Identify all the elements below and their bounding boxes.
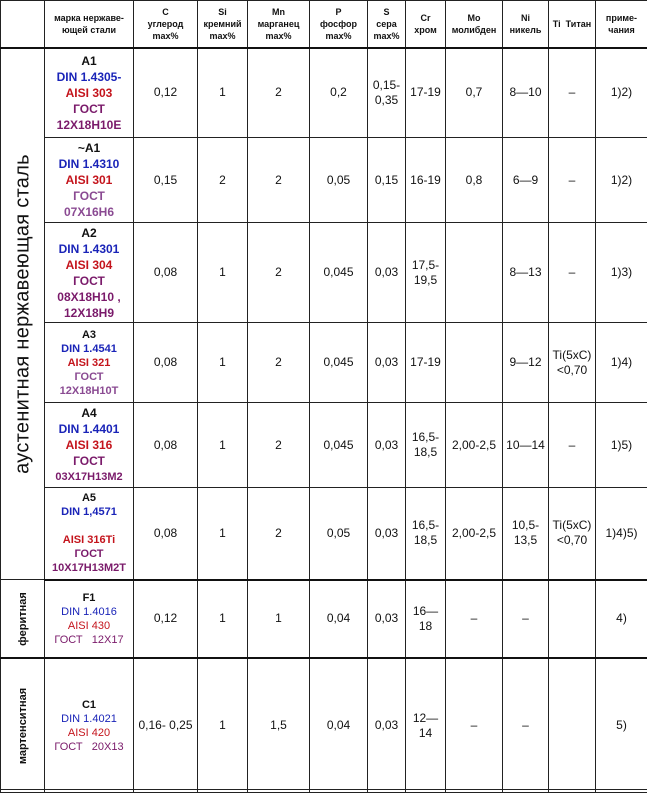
grade-aisi: AISI 316: [46, 437, 132, 453]
header-phosphorus: [310, 1, 368, 48]
titanium-value: –: [549, 223, 596, 323]
header-carbon-name: углерод: [148, 19, 184, 29]
chromium-value: 16,5- 18,5: [406, 488, 446, 580]
chromium-value: 16-19: [406, 138, 446, 223]
grade-cell: [45, 48, 134, 138]
group-austenitic: [1, 48, 45, 580]
molybdenum-value: [446, 223, 503, 323]
grade-gost-line: [46, 740, 132, 754]
manganese-value: 1,5: [248, 658, 310, 793]
molybdenum-value: [446, 323, 503, 403]
header-titanium-name: Титан: [566, 19, 592, 29]
grade-gost: 03Х17Н13М2: [46, 469, 132, 485]
titanium-value: [549, 658, 596, 793]
nickel-value: –: [503, 580, 549, 659]
header-manganese-symbol: Mn: [272, 7, 285, 17]
header-grade: [45, 1, 134, 48]
header-phosphorus-symbol: P: [335, 7, 341, 17]
carbon-value: 0,08: [134, 323, 198, 403]
grade-label: A3: [46, 328, 132, 342]
carbon-value: 0,16- 0,25: [134, 658, 198, 793]
phosphorus-value: 0,05: [310, 488, 368, 580]
phosphorus-value: 0,05: [310, 138, 368, 223]
grade-din: DIN 1.4310: [46, 156, 132, 172]
notes-value: 1)2): [596, 138, 647, 223]
chromium-value: 17-19: [406, 48, 446, 138]
header-chromium-name: хром: [414, 25, 437, 35]
grade-din: DIN 1.4021: [46, 712, 132, 726]
manganese-value: 2: [248, 488, 310, 580]
header-carbon-unit: max%: [152, 31, 178, 41]
notes-value: 5): [596, 658, 647, 793]
manganese-value: 1: [248, 580, 310, 659]
manganese-value: 2: [248, 138, 310, 223]
table-row: [1, 580, 647, 659]
phosphorus-value: 0,2: [310, 48, 368, 138]
molybdenum-value: 0,8: [446, 138, 503, 223]
grade-gost: 12Х18Н10Т: [46, 384, 132, 398]
phosphorus-value: 0,045: [310, 323, 368, 403]
header-sulfur-symbol: S: [383, 7, 389, 17]
header-molybdenum-symbol: Mo: [468, 13, 481, 23]
nickel-value: 10—14: [503, 403, 549, 488]
grade-cell: [45, 488, 134, 580]
group-martensitic-label: мартенситная: [17, 687, 29, 763]
nickel-value: 6—9: [503, 138, 549, 223]
grade-aisi: AISI 430: [46, 619, 132, 633]
grade-gost: 08Х18Н10 ,: [46, 289, 132, 305]
header-chromium: [406, 1, 446, 48]
nickel-value: 10,5- 13,5: [503, 488, 549, 580]
grade-din: DIN 1.4541: [46, 342, 132, 356]
table-row: [1, 48, 647, 138]
grade-din: DIN 1.4305-: [46, 69, 132, 85]
header-phosphorus-unit: max%: [325, 31, 351, 41]
grade-aisi: AISI 321: [46, 356, 132, 370]
header-grade-text: марка нержаве- ющей стали: [54, 13, 124, 35]
grade-aisi: AISI 304: [46, 257, 132, 273]
header-sulfur-name: сера: [376, 19, 397, 29]
molybdenum-value: 2,00-2,5: [446, 488, 503, 580]
silicon-value: 1: [198, 48, 248, 138]
notes-value: 1)3): [596, 223, 647, 323]
header-phosphorus-name: фосфор: [320, 19, 357, 29]
grade-label: A2: [46, 225, 132, 241]
phosphorus-value: 0,04: [310, 580, 368, 659]
header-silicon-unit: max%: [209, 31, 235, 41]
titanium-value: Ti(5хС) <0,70: [549, 323, 596, 403]
corner-cell: [1, 1, 45, 48]
grade-cell: [45, 323, 134, 403]
header-titanium: [549, 1, 596, 48]
group-ferritic-label: феритная: [17, 592, 29, 646]
carbon-value: 0,08: [134, 403, 198, 488]
phosphorus-value: 0,045: [310, 223, 368, 323]
silicon-value: 1: [198, 658, 248, 793]
carbon-value: 0,08: [134, 223, 198, 323]
header-silicon: [198, 1, 248, 48]
manganese-value: 2: [248, 48, 310, 138]
grade-gost: 20Х13: [92, 741, 124, 753]
titanium-value: –: [549, 403, 596, 488]
header-silicon-symbol: Si: [218, 7, 227, 17]
manganese-value: 2: [248, 403, 310, 488]
notes-value: 1)4)5): [596, 488, 647, 580]
carbon-value: 0,12: [134, 580, 198, 659]
header-silicon-name: кремний: [203, 19, 241, 29]
grade-gost-label: ГОСТ: [54, 634, 82, 646]
header-manganese: [248, 1, 310, 48]
header-sulfur-unit: max%: [373, 31, 399, 41]
header-manganese-unit: max%: [265, 31, 291, 41]
grade-aisi: AISI 420: [46, 726, 132, 740]
silicon-value: 1: [198, 580, 248, 659]
grade-label: C1: [46, 698, 132, 712]
grade-cell: [45, 658, 134, 793]
header-nickel-symbol: Ni: [521, 13, 530, 23]
header-chromium-symbol: Cr: [420, 13, 430, 23]
sulfur-value: 0,03: [368, 658, 406, 793]
grade-cell: [45, 138, 134, 223]
molybdenum-value: 0,7: [446, 48, 503, 138]
chromium-value: 16,5- 18,5: [406, 403, 446, 488]
table-row: [1, 658, 647, 793]
header-nickel-name: никель: [510, 25, 542, 35]
chromium-value: 17-19: [406, 323, 446, 403]
header-molybdenum: [446, 1, 503, 48]
table-row: [1, 323, 647, 403]
grade-label: ~A1: [46, 140, 132, 156]
molybdenum-value: –: [446, 580, 503, 659]
silicon-value: 1: [198, 488, 248, 580]
titanium-value: –: [549, 48, 596, 138]
nickel-value: 8—10: [503, 48, 549, 138]
manganese-value: 2: [248, 323, 310, 403]
phosphorus-value: 0,045: [310, 403, 368, 488]
grade-aisi: AISI 303: [46, 85, 132, 101]
header-notes-text: приме- чания: [606, 13, 637, 35]
group-ferritic: [1, 580, 45, 659]
table-row: [1, 488, 647, 580]
sulfur-value: 0,03: [368, 323, 406, 403]
nickel-value: 9—12: [503, 323, 549, 403]
grade-gost: 07Х16Н6: [46, 204, 132, 220]
header-carbon: [134, 1, 198, 48]
nickel-value: 8—13: [503, 223, 549, 323]
grade-gost-label: ГОСТ: [46, 453, 132, 469]
grade-gost-label: ГОСТ: [46, 547, 132, 561]
group-martensitic: [1, 658, 45, 793]
grade-aisi: AISI 301: [46, 172, 132, 188]
notes-value: 1)5): [596, 403, 647, 488]
header-nickel: [503, 1, 549, 48]
carbon-value: 0,15: [134, 138, 198, 223]
grade-din: DIN 1,4571: [46, 505, 132, 519]
chromium-value: 16— 18: [406, 580, 446, 659]
grade-cell: [45, 223, 134, 323]
header-row: [1, 1, 647, 48]
grade-cell: [45, 580, 134, 659]
header-manganese-name: марганец: [258, 19, 300, 29]
titanium-value: –: [549, 138, 596, 223]
chromium-value: 12— 14: [406, 658, 446, 793]
grade-gost-label: ГОСТ: [54, 741, 82, 753]
header-notes: [596, 1, 647, 48]
grade-aisi: AISI 316Ti: [46, 533, 132, 547]
grade-gost: 10Х17Н13М2Т: [46, 561, 132, 575]
header-sulfur: [368, 1, 406, 48]
table-row: [1, 403, 647, 488]
titanium-value: [549, 580, 596, 659]
sulfur-value: 0,15: [368, 138, 406, 223]
silicon-value: 2: [198, 138, 248, 223]
grade-gost: 12Х18Н10Е: [46, 117, 132, 133]
grade-din: DIN 1.4401: [46, 421, 132, 437]
sulfur-value: 0,03: [368, 580, 406, 659]
phosphorus-value: 0,04: [310, 658, 368, 793]
grade-gost-line: [46, 633, 132, 647]
header-titanium-symbol: Ti: [553, 19, 561, 29]
molybdenum-value: 2,00-2,5: [446, 403, 503, 488]
sulfur-value: 0,03: [368, 223, 406, 323]
chromium-value: 17,5- 19,5: [406, 223, 446, 323]
grade-cell: [45, 403, 134, 488]
table-row: [1, 138, 647, 223]
grade-label: A4: [46, 405, 132, 421]
notes-value: 1)2): [596, 48, 647, 138]
grade-gost: 12Х17: [92, 634, 124, 646]
silicon-value: 1: [198, 223, 248, 323]
nickel-value: –: [503, 658, 549, 793]
header-carbon-symbol: C: [162, 7, 169, 17]
silicon-value: 1: [198, 403, 248, 488]
grade-gost-label: ГОСТ: [46, 273, 132, 289]
carbon-value: 0,08: [134, 488, 198, 580]
grade-label: A1: [46, 53, 132, 69]
sulfur-value: 0,03: [368, 403, 406, 488]
notes-value: 4): [596, 580, 647, 659]
grade-gost-label: ГОСТ: [46, 188, 132, 204]
table-row: [1, 223, 647, 323]
grade-gost-label: ГОСТ: [46, 370, 132, 384]
grade-din: DIN 1.4016: [46, 605, 132, 619]
carbon-value: 0,12: [134, 48, 198, 138]
silicon-value: 1: [198, 323, 248, 403]
group-austenitic-label: аустенитная нержавеющая сталь: [11, 154, 34, 474]
grade-label: A5: [46, 491, 132, 505]
grade-label: F1: [46, 591, 132, 605]
header-molybdenum-name: молибден: [452, 25, 497, 35]
grade-gost-label: ГОСТ: [46, 101, 132, 117]
grade-din: DIN 1.4301: [46, 241, 132, 257]
molybdenum-value: –: [446, 658, 503, 793]
sulfur-value: 0,03: [368, 488, 406, 580]
titanium-value: Ti(5хС) <0,70: [549, 488, 596, 580]
grade-gost-alt: 12Х18Н9: [46, 305, 132, 321]
notes-value: 1)4): [596, 323, 647, 403]
bottom-border: [0, 789, 647, 795]
sulfur-value: 0,15- 0,35: [368, 48, 406, 138]
manganese-value: 2: [248, 223, 310, 323]
